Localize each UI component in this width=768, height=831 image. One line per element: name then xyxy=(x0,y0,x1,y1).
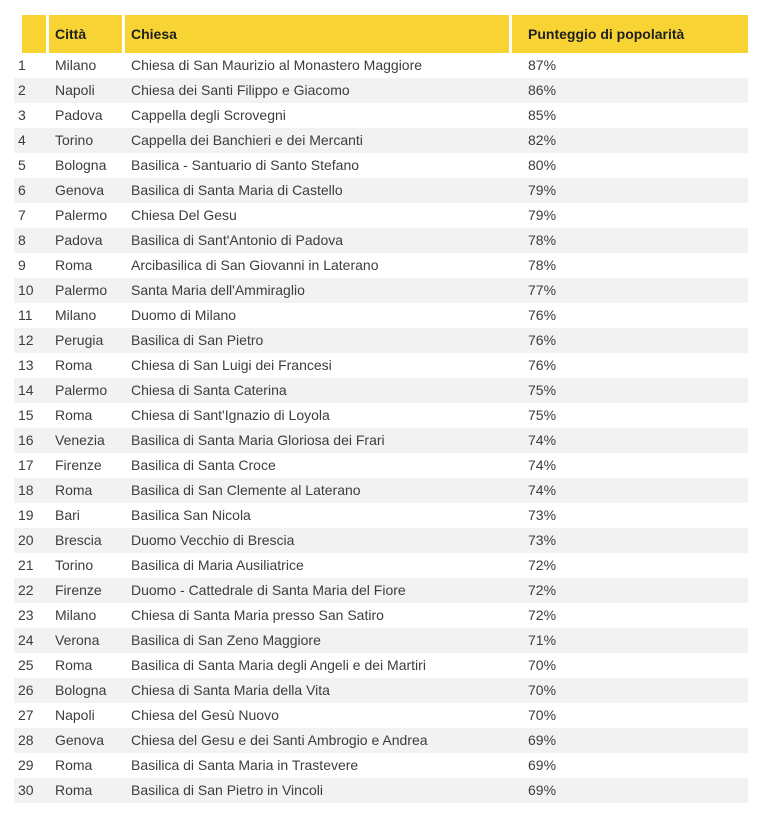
cell-church: Chiesa di Santa Maria presso San Satiro xyxy=(131,607,384,623)
table-row xyxy=(14,278,748,303)
table-row xyxy=(14,203,748,228)
cell-church: Chiesa dei Santi Filippo e Giacomo xyxy=(125,78,512,103)
cell-church: Santa Maria dell'Ammiraglio xyxy=(125,278,512,303)
table-row xyxy=(14,78,748,103)
cell-church: Duomo di Milano xyxy=(131,307,237,323)
cell-church: Basilica di Santa Maria degli Angeli e dei Martiri xyxy=(131,657,426,673)
header-cell-rank xyxy=(14,15,49,53)
table-row xyxy=(14,178,748,203)
cell-church: Chiesa di Santa Caterina xyxy=(125,378,512,403)
table-row xyxy=(14,578,748,603)
cell-city: Firenze xyxy=(49,578,125,603)
cell-church: Cappella dei Banchieri e dei Mercanti xyxy=(125,128,512,153)
cell-church: Basilica - Santuario di Santo Stefano xyxy=(131,157,360,173)
cell-church: Basilica di Santa Maria di Castello xyxy=(125,178,512,203)
header-row xyxy=(14,15,748,53)
table-row xyxy=(14,253,748,278)
table-row xyxy=(14,628,748,653)
table-row xyxy=(14,403,748,428)
cell-city: Palermo xyxy=(49,378,125,403)
table-row xyxy=(14,553,748,578)
cell-rank: 29 xyxy=(18,757,34,773)
table-row xyxy=(14,503,748,528)
table-header xyxy=(14,15,748,53)
cell-score: 79% xyxy=(528,207,557,223)
cell-city: Roma xyxy=(55,407,93,423)
cell-city: Napoli xyxy=(55,707,95,723)
cell-church: Basilica di Santa Maria in Trastevere xyxy=(131,757,359,773)
table-row xyxy=(14,303,748,328)
table-row xyxy=(14,428,748,453)
cell-score: 69% xyxy=(512,778,748,803)
cell-score: 72% xyxy=(528,607,557,623)
cell-church: Basilica di Maria Ausiliatrice xyxy=(131,557,304,573)
cell-city: Torino xyxy=(55,557,94,573)
cell-score: 72% xyxy=(512,578,748,603)
header-cell-city: Città xyxy=(49,15,125,53)
table-row xyxy=(14,528,748,553)
table-row xyxy=(14,353,748,378)
cell-rank: 11 xyxy=(18,307,33,323)
cell-rank: 5 xyxy=(18,157,26,173)
table-row xyxy=(14,53,748,78)
cell-church: Chiesa di Santa Maria della Vita xyxy=(125,678,512,703)
cell-city: Roma xyxy=(49,478,125,503)
cell-church: Basilica di San Clemente al Laterano xyxy=(125,478,512,503)
cell-city: Roma xyxy=(55,757,93,773)
cell-city: Milano xyxy=(55,307,97,323)
cell-city: Roma xyxy=(55,657,93,673)
cell-rank: 23 xyxy=(18,607,34,623)
cell-score: 70% xyxy=(528,657,557,673)
table-row xyxy=(14,703,748,728)
cell-city: Napoli xyxy=(49,78,125,103)
table-row xyxy=(14,478,748,503)
cell-score: 86% xyxy=(512,78,748,103)
cell-rank: 13 xyxy=(18,357,34,373)
cell-score: 75% xyxy=(512,378,748,403)
cell-score: 74% xyxy=(512,428,748,453)
cell-city: Palermo xyxy=(49,278,125,303)
cell-church: Chiesa Del Gesu xyxy=(131,207,237,223)
cell-city: Roma xyxy=(49,778,125,803)
cell-rank: 6 xyxy=(14,178,49,203)
cell-rank: 22 xyxy=(14,578,49,603)
cell-score: 78% xyxy=(528,257,557,273)
cell-score: 74% xyxy=(528,457,557,473)
cell-score: 77% xyxy=(512,278,748,303)
cell-score: 74% xyxy=(512,478,748,503)
cell-church: Duomo - Cattedrale di Santa Maria del Fiore xyxy=(125,578,512,603)
cell-city: Venezia xyxy=(49,428,125,453)
cell-rank: 1 xyxy=(18,57,26,73)
cell-city: Verona xyxy=(49,628,125,653)
cell-rank: 3 xyxy=(18,107,26,123)
table-row xyxy=(14,728,748,753)
cell-church: Basilica di Sant'Antonio di Padova xyxy=(125,228,512,253)
cell-rank: 12 xyxy=(14,328,49,353)
cell-score: 76% xyxy=(528,307,557,323)
cell-score: 70% xyxy=(512,678,748,703)
cell-score: 69% xyxy=(512,728,748,753)
cell-church: Duomo Vecchio di Brescia xyxy=(125,528,512,553)
cell-rank: 18 xyxy=(14,478,49,503)
cell-score: 85% xyxy=(528,107,557,123)
cell-city: Padova xyxy=(49,228,125,253)
cell-score: 78% xyxy=(512,228,748,253)
cell-church: Basilica di San Zeno Maggiore xyxy=(125,628,512,653)
cell-score: 76% xyxy=(528,357,557,373)
cell-city: Milano xyxy=(55,607,97,623)
cell-church: Chiesa di San Maurizio al Monastero Maggiore xyxy=(131,57,423,73)
cell-city: Perugia xyxy=(49,328,125,353)
cell-city: Bologna xyxy=(55,157,107,173)
cell-rank: 24 xyxy=(14,628,49,653)
table-row xyxy=(14,103,748,128)
cell-score: 79% xyxy=(512,178,748,203)
cell-city: Bari xyxy=(55,507,80,523)
cell-church: Chiesa di Sant'Ignazio di Loyola xyxy=(131,407,330,423)
table-body xyxy=(14,53,748,803)
cell-score: 70% xyxy=(528,707,557,723)
cell-city: Palermo xyxy=(55,207,108,223)
cell-score: 71% xyxy=(512,628,748,653)
cell-city: Brescia xyxy=(49,528,125,553)
table-row xyxy=(14,778,748,803)
cell-rank: 19 xyxy=(18,507,34,523)
cell-rank: 20 xyxy=(14,528,49,553)
cell-score: 87% xyxy=(528,57,557,73)
table-row xyxy=(14,328,748,353)
table-row xyxy=(14,753,748,778)
cell-rank: 7 xyxy=(18,207,26,223)
cell-rank: 8 xyxy=(14,228,49,253)
cell-rank: 14 xyxy=(14,378,49,403)
table-row xyxy=(14,603,748,628)
cell-score: 76% xyxy=(512,328,748,353)
cell-church: Arcibasilica di San Giovanni in Laterano xyxy=(131,257,379,273)
cell-church: Basilica di San Pietro xyxy=(125,328,512,353)
cell-score: 72% xyxy=(528,557,557,573)
cell-rank: 15 xyxy=(18,407,34,423)
cell-rank: 25 xyxy=(18,657,34,673)
cell-rank: 27 xyxy=(18,707,34,723)
cell-city: Genova xyxy=(49,728,125,753)
cell-city: Roma xyxy=(55,257,93,273)
cell-rank: 21 xyxy=(18,557,34,573)
cell-score: 82% xyxy=(512,128,748,153)
cell-rank: 26 xyxy=(14,678,49,703)
cell-church: Chiesa del Gesu e dei Santi Ambrogio e Andrea xyxy=(125,728,512,753)
cell-city: Torino xyxy=(49,128,125,153)
table-row xyxy=(14,128,748,153)
table-row xyxy=(14,378,748,403)
cell-rank: 17 xyxy=(18,457,34,473)
cell-rank: 2 xyxy=(14,78,49,103)
table-row xyxy=(14,228,748,253)
cell-church: Basilica di San Pietro in Vincoli xyxy=(125,778,512,803)
cell-rank: 9 xyxy=(18,257,26,273)
cell-city: Roma xyxy=(55,357,93,373)
table-row xyxy=(14,653,748,678)
cell-city: Firenze xyxy=(55,457,102,473)
table-row xyxy=(14,678,748,703)
cell-city: Bologna xyxy=(49,678,125,703)
cell-score: 73% xyxy=(512,528,748,553)
cell-church: Basilica San Nicola xyxy=(131,507,251,523)
cell-church: Basilica di Santa Maria Gloriosa dei Frari xyxy=(125,428,512,453)
header-cell-score: Punteggio di popolarità xyxy=(512,15,748,53)
cell-church: Chiesa del Gesù Nuovo xyxy=(131,707,279,723)
table-row xyxy=(14,453,748,478)
cell-church: Basilica di Santa Croce xyxy=(131,457,276,473)
cell-rank: 4 xyxy=(14,128,49,153)
cell-rank: 10 xyxy=(14,278,49,303)
cell-rank: 16 xyxy=(14,428,49,453)
cell-church: Chiesa di San Luigi dei Francesi xyxy=(131,357,332,373)
cell-score: 75% xyxy=(528,407,557,423)
cell-city: Milano xyxy=(55,57,97,73)
cell-score: 73% xyxy=(528,507,557,523)
church-popularity-table xyxy=(14,15,748,803)
cell-score: 80% xyxy=(528,157,557,173)
header-cell-church: Chiesa xyxy=(125,15,512,53)
cell-city: Genova xyxy=(49,178,125,203)
cell-church: Cappella degli Scrovegni xyxy=(131,107,286,123)
cell-city: Padova xyxy=(55,107,103,123)
cell-rank: 28 xyxy=(14,728,49,753)
table-row xyxy=(14,153,748,178)
cell-rank: 30 xyxy=(14,778,49,803)
cell-score: 69% xyxy=(528,757,557,773)
